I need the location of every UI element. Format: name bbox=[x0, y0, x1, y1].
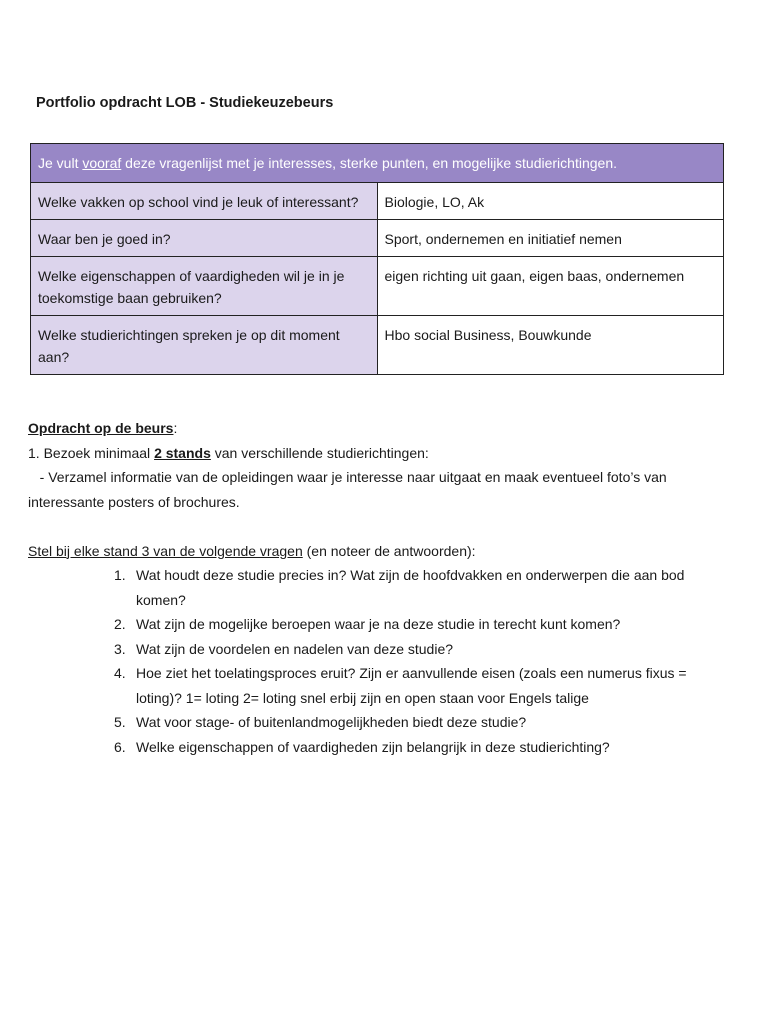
question-cell: Welke eigenschappen of vaardigheden wil je in je toekomstige baan gebruiken? bbox=[31, 257, 378, 316]
table-row bbox=[31, 316, 724, 375]
step-1-after: van verschillende studierichtingen: bbox=[210, 444, 429, 461]
question-cell: Waar ben je goed in? bbox=[31, 220, 378, 257]
list-text: Hoe ziet het toelatingsproces eruit? Zijn er aanvullende eisen (zoals een numerus fixus = loting)? 1= loting 2= loting snel erbij zijn en open staan voor Engels talige bbox=[136, 665, 687, 706]
table-row bbox=[31, 183, 724, 220]
list-number: 6. bbox=[114, 738, 126, 755]
questions-intro-after: (en noteer de antwoorden): bbox=[302, 542, 476, 559]
questions-intro bbox=[28, 539, 728, 564]
list-text: Wat zijn de voordelen en nadelen van deze studie? bbox=[136, 640, 454, 657]
step-1-detail: - Verzamel informatie van de opleidingen waar je interesse naar uitgaat en maak eventueel foto’s van interessante posters of brochures. bbox=[28, 469, 671, 510]
list-number: 2. bbox=[114, 616, 126, 632]
list-text: Welke eigenschappen of vaardigheden zijn belangrijk in deze studierichting? bbox=[136, 738, 610, 755]
step-1 bbox=[28, 441, 728, 466]
step-1-bold: 2 stands bbox=[154, 444, 211, 461]
list-item bbox=[114, 637, 728, 662]
list-item bbox=[114, 735, 728, 760]
assignment-section bbox=[28, 416, 728, 759]
answer-cell: Sport, ondernemen en initiatief nemen bbox=[377, 220, 724, 257]
answer-cell: Biologie, LO, Ak bbox=[377, 183, 724, 220]
list-item bbox=[114, 710, 728, 735]
list-item bbox=[114, 661, 728, 710]
assignment-heading-suffix: : bbox=[173, 420, 178, 436]
header-text-after: deze vragenlijst met je interesses, sterke punten, en mogelijke studierichtingen. bbox=[121, 155, 617, 171]
spacer bbox=[28, 514, 728, 539]
answer-cell: eigen richting uit gaan, eigen baas, ondernemen bbox=[377, 257, 724, 316]
table-row bbox=[31, 220, 724, 257]
questionnaire-table bbox=[30, 143, 724, 375]
list-item bbox=[114, 563, 728, 612]
answer-cell: Hbo social Business, Bouwkunde bbox=[377, 316, 724, 375]
question-cell: Welke vakken op school vind je leuk of interessant? bbox=[31, 183, 378, 220]
list-number: 3. bbox=[114, 640, 126, 657]
assignment-heading: Opdracht op de beurs bbox=[28, 420, 174, 436]
list-number: 4. bbox=[114, 665, 126, 681]
assignment-heading-line bbox=[28, 416, 728, 441]
questions-list bbox=[114, 563, 728, 759]
header-text-underlined: vooraf bbox=[82, 155, 122, 171]
questions-intro-underlined: Stel bij elke stand 3 van de volgende vragen bbox=[28, 542, 303, 559]
header-text-before: Je vult bbox=[38, 155, 83, 171]
list-text: Wat zijn de mogelijke beroepen waar je na deze studie in terecht kunt komen? bbox=[136, 616, 621, 632]
table-header-cell bbox=[31, 144, 724, 183]
step-1-before: 1. Bezoek minimaal bbox=[28, 444, 155, 461]
table-header-row bbox=[31, 144, 724, 183]
list-item bbox=[114, 612, 728, 637]
list-text: Wat voor stage- of buitenlandmogelijkheden biedt deze studie? bbox=[136, 714, 527, 730]
list-number: 5. bbox=[114, 714, 126, 730]
question-cell: Welke studierichtingen spreken je op dit moment aan? bbox=[31, 316, 378, 375]
list-text: Wat houdt deze studie precies in? Wat zijn de hoofdvakken en onderwerpen die aan bod komen? bbox=[136, 567, 685, 608]
table-row bbox=[31, 257, 724, 316]
list-number: 1. bbox=[114, 567, 126, 583]
page-title: Portfolio opdracht LOB - Studiekeuzebeurs bbox=[36, 95, 334, 111]
